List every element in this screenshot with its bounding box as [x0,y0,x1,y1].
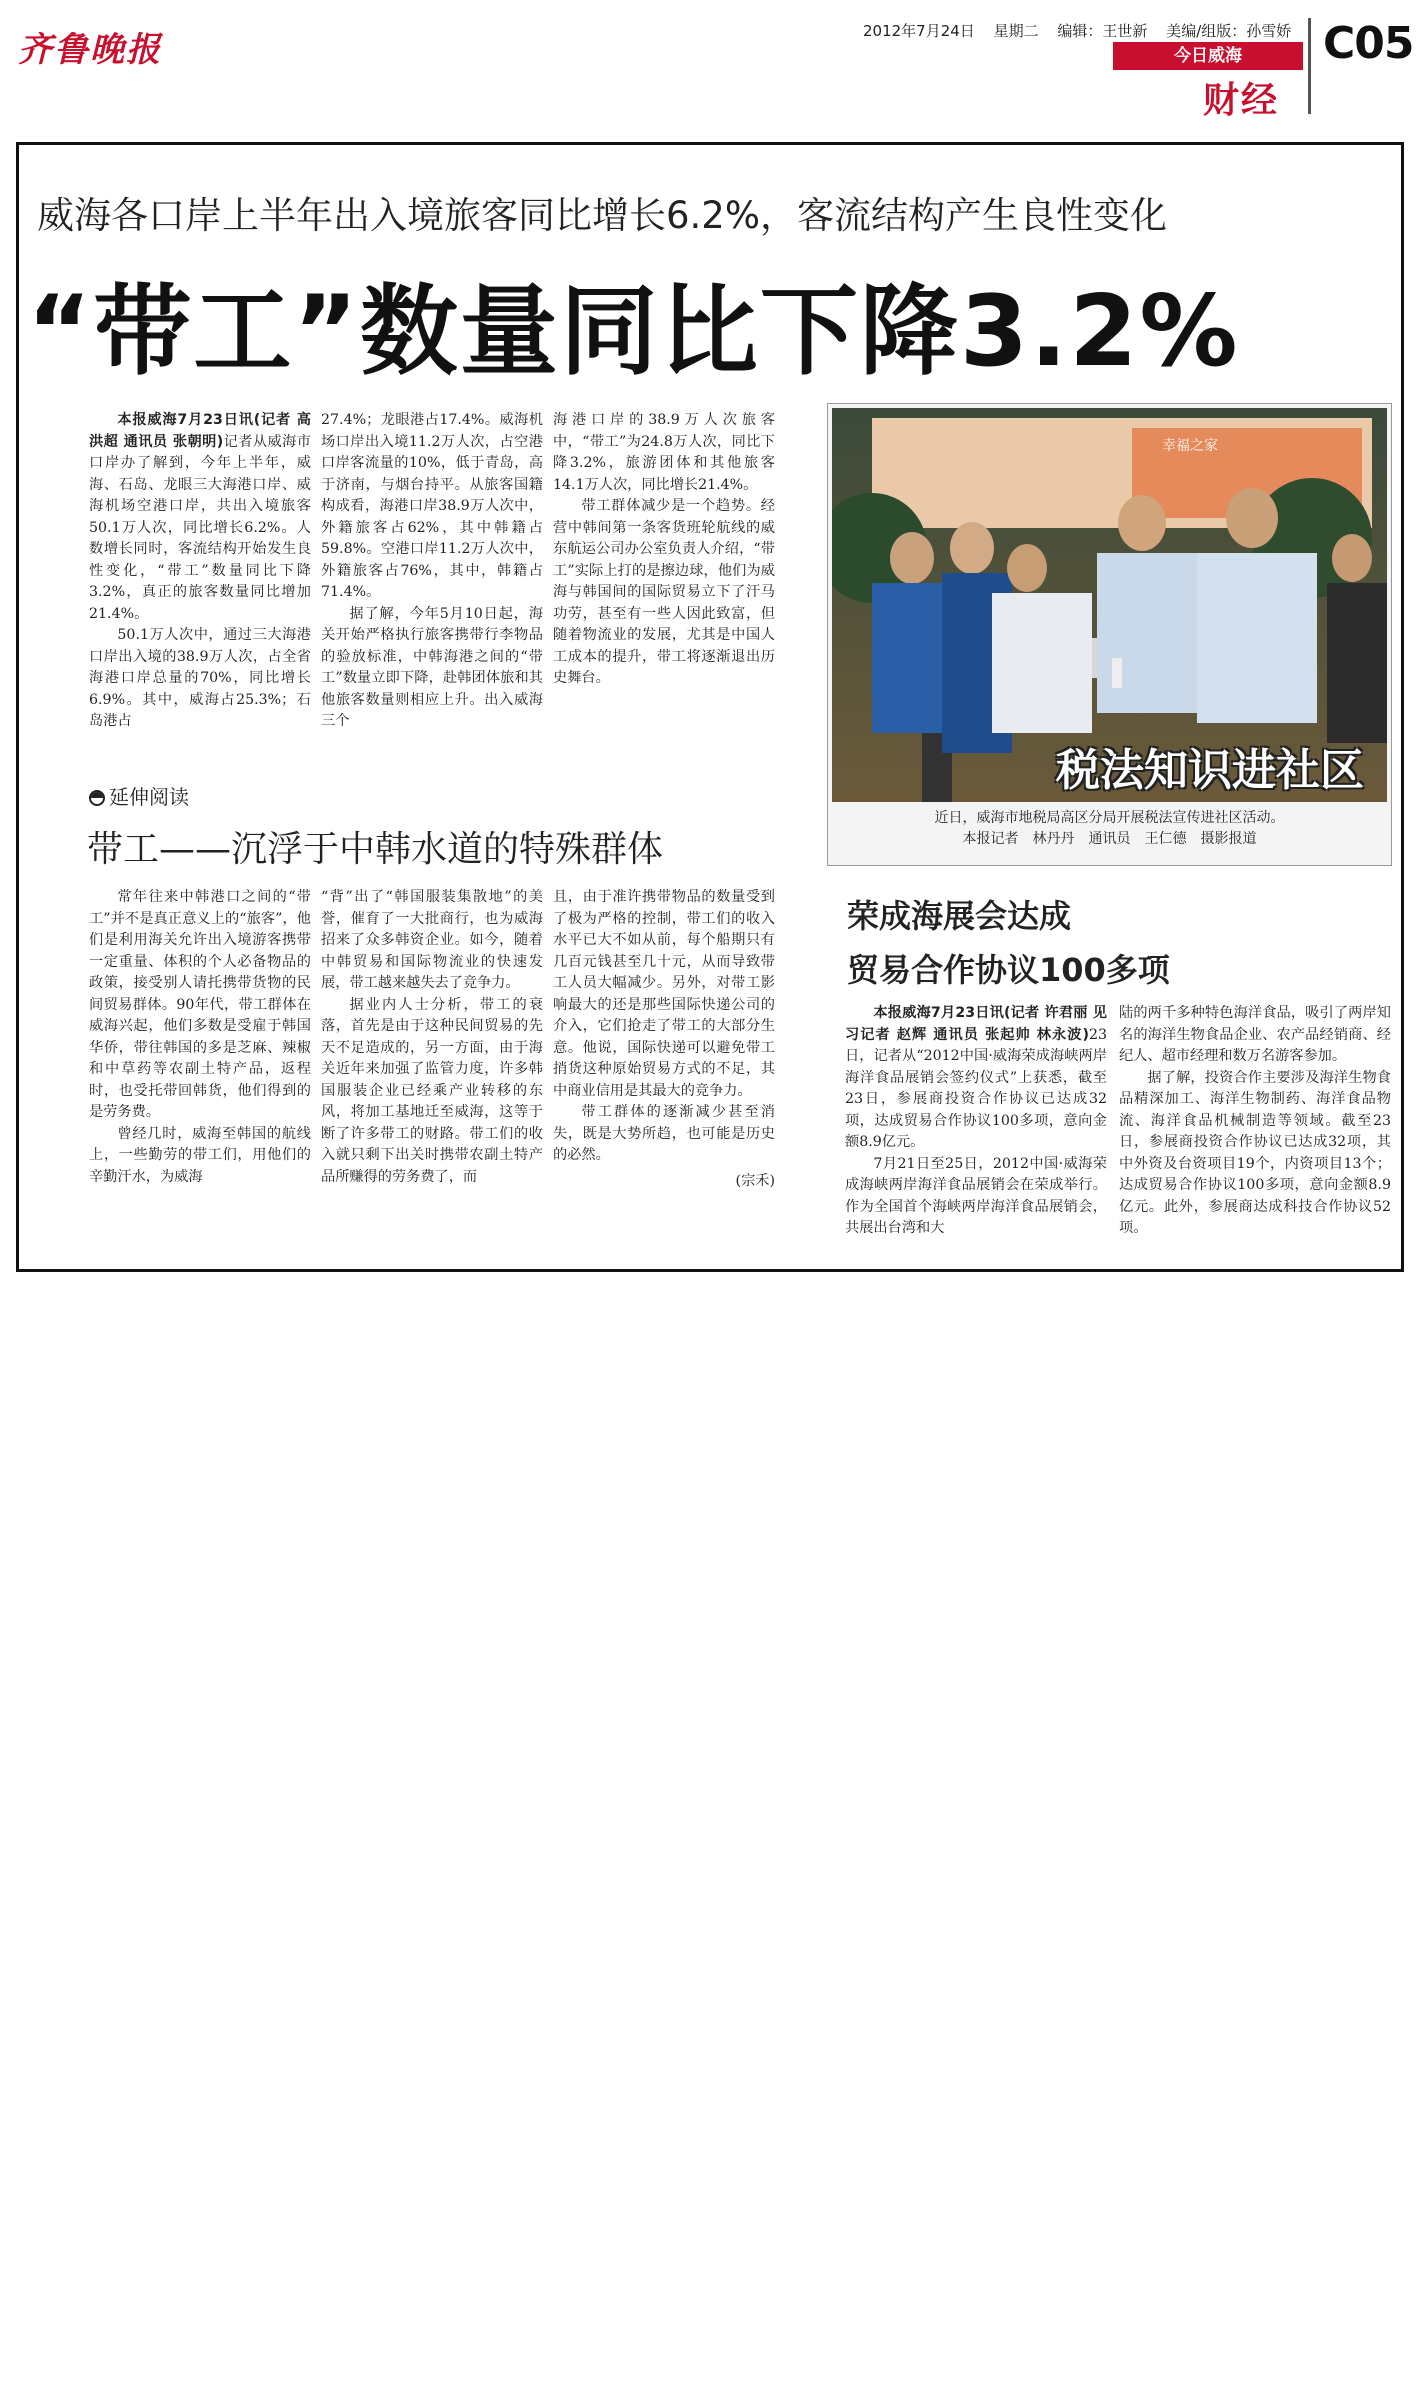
paragraph: 据了解，今年5月10日起，海关开始严格执行旅客携带行李物品的验放标准，中韩海港之间的“带工”数量立即下降，赴韩团体旅和其他旅客数量则相应上升。出入威海三个 [321,605,543,729]
paragraph: 带工群体的逐渐减少甚至消失，既是大势所趋，也可能是历史的必然。 [553,1104,775,1163]
side-story-headline-line-1: 荣成海展会达成 [847,897,1072,935]
newspaper-logo: 齐鲁晚报 [18,30,162,70]
designer-credit: 美编/组版：孙雪娇 [1166,22,1292,40]
paragraph: 7月21日至25日，2012中国·威海荣成海峡两岸海洋食品展销会在荣成举行。作为全国首个海峡两岸海洋食品展销会，共展出台湾和大 [845,1155,1107,1236]
news-photo-box [827,403,1392,866]
dateline: 本报威海7月23日讯(记者 许君丽 见习记者 赵辉 通讯员 张起帅 林永波) [845,1005,1107,1043]
issue-date: 2012年7月24日 [863,22,975,40]
extended-byline: (宗禾) [735,1172,775,1189]
lead-headline: “带工”数量同比下降3.2% [27,275,1240,389]
side-story-column-1 [845,1003,1107,1240]
paragraph: 且，由于准许携带物品的数量受到了极为严格的控制，带工们的收入水平已大不如从前，每个船期只有几百元钱甚至几十元，从而导致带工人员大幅减少。另外，对带工影响最大的还是那些国际快递公司的介入，它们抢走了带工的大部分生意。他说，国际快递可以避免带工捎货这种原始贸易方式的不足，其中商业信用是其最大的竞争力。 [553,889,775,1099]
extended-column-3 [553,887,775,1192]
paragraph: 据业内人士分析，带工的衰落，首先是由于这种民间贸易的先天不足造成的，另一方面，由于海关近年来加强了监管力度，许多韩国服装企业已经乘产业转移的东风，将加工基地迁至威海，这等于断了许多带工的财路。带工们的收入就只剩下出关时携带农副土特产品所赚得的劳务费了，而 [321,996,543,1185]
paragraph: 23日，记者从“2012中国·威海荣成海峡两岸海洋食品展销会签约仪式”上获悉，截至23日，参展商投资合作协议已达成32项，达成贸易合作协议100多项，意向金额8.9亿元。 [845,1026,1107,1150]
paragraph: 海港口岸的38.9万人次旅客中，“带工”为24.8万人次，同比下降3.2%，旅游团体和其他旅客14.1万人次，同比增长21.4%。 [553,412,775,493]
side-story-column-2 [1119,1003,1391,1240]
page-number: C05 [1323,18,1414,69]
lead-column-1 [89,410,311,733]
paragraph: 带工群体减少是一个趋势。经营中韩间第一条客货班轮航线的威东航运公司办公室负责人介绍，“带工”实际上打的是擦边球，他们为威海与韩国间的国际贸易立下了汗马功劳，甚至有一些人因此致富，但随着物流业的发展，尤其是中国人工成本的提升，带工将逐渐退出历史舞台。 [553,498,775,686]
paragraph: 据了解，投资合作主要涉及海洋生物食品精深加工、海洋生物制药、海洋食品物流、海洋食品机械制造等领域。截至23日，参展商投资合作协议已达成32项，其中外资及台资项目19个，内资项目13个；达成贸易合作协议100多项，意向金额8.9亿元。此外，参展商达成科技合作协议52项。 [1119,1069,1391,1236]
dateline: 本报威海7月23日讯(记者 高洪超 通讯员 张朝明) [89,412,311,450]
masthead [18,18,1414,126]
paragraph: 常年往来中韩港口之间的“带工”并不是真正意义上的“旅客”，他们是利用海关允许出入境游客携带一定重量、体积的个人必备物品的政策，接受别人请托携带货物的民间贸易群体。90年代，带工群体在威海兴起，他们多数是受雇于韩国华侨，带往韩国的多是芝麻、辣椒和中草药等农副土特产品，返程时，也受托带回韩货，他们得到的是劳务费。 [89,889,311,1120]
paragraph: 曾经几时，威海至韩国的航线上，一些勤劳的带工们，用他们的辛勤汗水，为威海 [89,1125,311,1185]
lead-column-2 [321,410,543,733]
banner-text: 幸福之家 [1162,438,1218,454]
lead-kicker: 威海各口岸上半年出入境旅客同比增长6.2%，客流结构产生良性变化 [37,194,1167,237]
paragraph: 27.4%；龙眼港占17.4%。威海机场口岸出入境11.2万人次，占空港口岸客流量的10%，低于青岛，高于济南，与烟台持平。从旅客国籍构成看，海港口岸38.9万人次中，外籍旅客占62%，其中韩籍占59.8%。空港口岸11.2万人次中，外籍旅客占76%，其中，韩籍占71.4%。 [321,412,543,600]
side-story-headline-line-2: 贸易合作协议100多项 [847,951,1170,989]
paragraph: “背”出了“韩国服装集散地”的美誉，催育了一大批商行，也为威海招来了众多韩资企业。如今，随着中韩贸易和国际物流业的快速发展，带工越来越失去了竞争力。 [321,889,543,991]
half-circle-icon [89,790,105,806]
extended-headline: 带工——沉浮于中韩水道的特殊群体 [87,829,664,870]
editor-credit: 编辑：王世新 [1057,22,1148,40]
paragraph: 50.1万人次中，通过三大海港口岸出入境的38.9万人次，占全省海港口岸总量的70%，同比增长6.9%。其中，威海占25.3%；石岛港占 [89,627,311,729]
photo-caption [828,808,1391,850]
paragraph: 记者从威海市口岸办了解到，今年上半年，威海、石岛、龙眼三大海港口岸、威海机场空港口岸，共出入境旅客50.1万人次，同比增长6.2%。人数增长同时，客流结构开始发生良性变化，“带工”数量同比下降3.2%，真正的旅客数量同比增加21.4%。 [89,433,311,622]
issue-meta [863,20,1305,41]
section-name: 财经 [1203,80,1280,121]
section-bar: 今日威海 [1113,42,1303,70]
page-number-divider [1308,18,1311,114]
photo-caption-line-1: 近日，威海市地税局高区分局开展税法宣传进社区活动。 [934,810,1285,826]
extended-column-1 [89,887,311,1188]
extended-column-2 [321,887,543,1188]
extended-reading-tag [89,781,189,810]
paragraph: 陆的两千多种特色海洋食品，吸引了两岸知名的海洋生物食品企业、农产品经销商、经纪人、超市经理和数万名游客参加。 [1119,1005,1391,1064]
issue-weekday: 星期二 [993,22,1039,40]
photo-caption-line-2: 本报记者 林丹丹 通讯员 王仁德 摄影报道 [962,831,1257,847]
article-frame [16,142,1404,1272]
photo-overlay-title: 税法知识进社区 [1056,745,1364,796]
extended-reading-label: 延伸阅读 [109,785,189,809]
lead-column-3 [553,410,775,690]
